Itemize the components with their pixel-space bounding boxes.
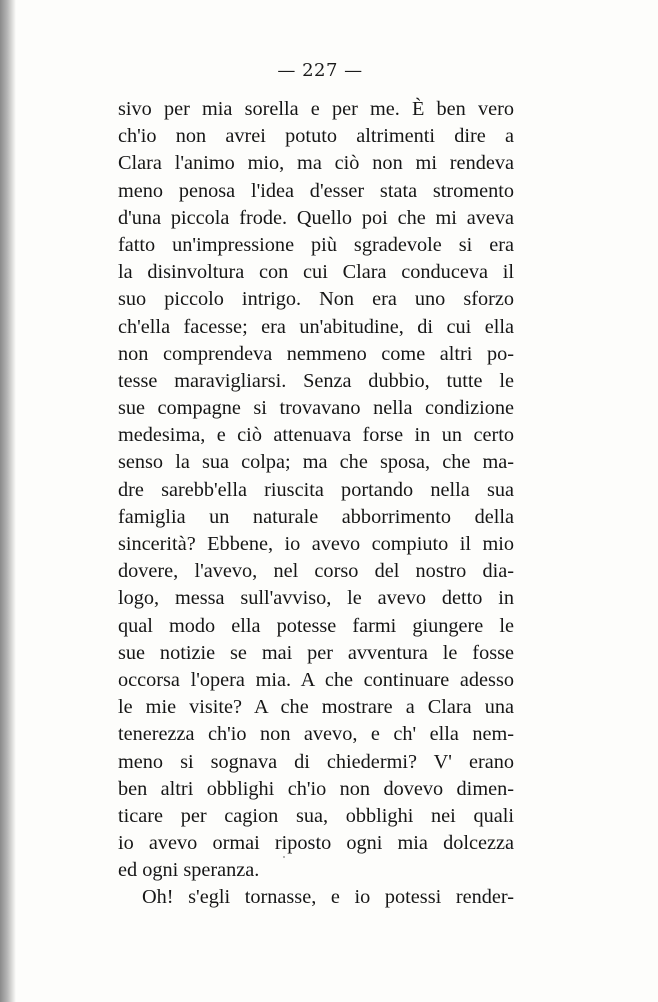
text-line: sincerità? Ebbene, io avevo compiuto il mio [118, 533, 514, 555]
text-line: fatto un'impressione più sgradevole si era [118, 233, 514, 256]
text-line: sue notizie se mai per avventura le fosse [118, 641, 514, 664]
body-text [118, 96, 514, 912]
text-line: suo piccolo intrigo. Non era uno sforzo [118, 288, 514, 311]
text-line: sivo per mia sorella e per me. È ben vero [118, 98, 514, 120]
text-line: tesse maravigliarsi. Senza dubbio, tutte le [118, 369, 514, 392]
text-line: ch'ella facesse; era un'abitudine, di cui ella [118, 315, 514, 338]
paragraph-start-line: Oh! s'egli tornasse, e io potessi render- [142, 886, 514, 909]
text-line: meno si sognava di chiedermi? V' erano [118, 750, 514, 773]
text-line: io avevo ormai riposto ogni mia dolcezza [118, 832, 514, 855]
text-line: tenerezza ch'io non avevo, e ch' ella nem- [118, 723, 514, 746]
page-gutter-shadow [0, 0, 16, 1002]
text-line: meno penosa l'idea d'esser stata stromento [118, 179, 514, 202]
text-line: logo, messa sull'avviso, le avevo detto in [118, 587, 514, 610]
text-line: non comprendeva nemmeno come altri po- [118, 342, 514, 365]
text-line: senso la sua colpa; ma che sposa, che ma- [118, 451, 514, 474]
paragraph-end-line: ed ogni speranza. [118, 859, 260, 882]
text-line: sue compagne si trovavano nella condizione [118, 397, 514, 420]
text-line: famiglia un naturale abborrimento della [118, 505, 514, 528]
text-line: la disinvoltura con cui Clara conduceva il [118, 261, 514, 284]
text-line: ticare per cagion sua, obblighi nei quali [118, 804, 514, 827]
text-line: qual modo ella potesse farmi giungere le [118, 614, 514, 637]
text-line: Clara l'animo mio, ma ciò non mi rendeva [118, 152, 514, 175]
paper-speck [283, 856, 285, 858]
text-line: d'una piccola frode. Quello poi che mi aveva [118, 206, 514, 229]
text-line: le mie visite? A che mostrare a Clara una [118, 696, 514, 719]
page-number: — 227 — [277, 60, 363, 81]
text-line: ben altri obblighi ch'io non dovevo dimen- [118, 777, 514, 800]
text-line: occorsa l'opera mia. A che continuare adesso [118, 668, 514, 691]
text-line: dre sarebb'ella riuscita portando nella sua [118, 478, 514, 501]
text-line: medesima, e ciò attenuava forse in un certo [118, 424, 514, 447]
text-line: dovere, l'avevo, nel corso del nostro dia- [118, 560, 514, 583]
text-line: ch'io non avrei potuto altrimenti dire a [118, 125, 514, 148]
